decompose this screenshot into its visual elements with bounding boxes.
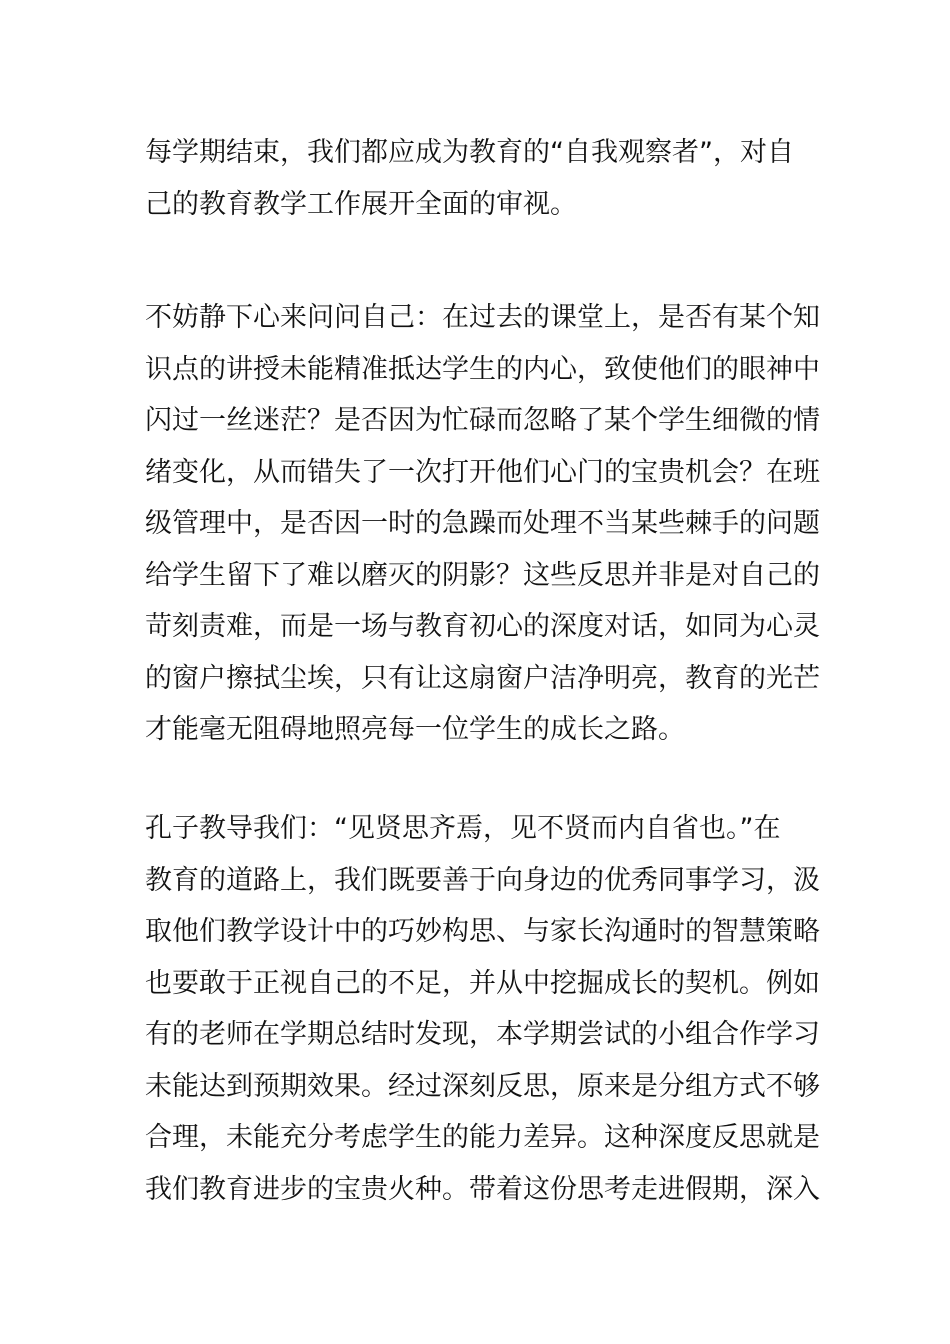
text-line: 未能达到预期效果。经过深刻反思，原来是分组方式不够 xyxy=(145,1070,820,1102)
text-line: 级管理中，是否因一时的急躁而处理不当某些棘手的问题 xyxy=(145,508,820,539)
text-line: 苛刻责难，而是一场与教育初心的深度对话，如同为心灵 xyxy=(145,611,820,642)
text-line: 合理，未能充分考虑学生的能力差异。这种深度反思就是 xyxy=(145,1122,820,1153)
text-line: 我们教育进步的宝贵火种。带着这份思考走进假期，深入 xyxy=(145,1173,820,1205)
text-line: 有的老师在学期总结时发现，本学期尝试的小组合作学习 xyxy=(145,1019,820,1050)
text-line: 绪变化，从而错失了一次打开他们心门的宝贵机会？在班 xyxy=(145,456,820,488)
text-line: 才能毫无阻碍地照亮每一位学生的成长之路。 xyxy=(145,714,685,745)
text-line: 也要敢于正视自己的不足，并从中挖掘成长的契机。例如 xyxy=(145,967,820,999)
text-line: 教育的道路上，我们既要善于向身边的优秀同事学习，汲 xyxy=(145,864,820,896)
text-line: 识点的讲授未能精准抵达学生的内心，致使他们的眼神中 xyxy=(145,353,820,385)
text-line: 取他们教学设计中的巧妙构思、与家长沟通时的智慧策略 xyxy=(145,916,820,947)
text-line: 己的教育教学工作展开全面的审视。 xyxy=(145,188,577,220)
text-line: 给学生留下了难以磨灭的阴影？这些反思并非是对自己的 xyxy=(145,559,820,591)
text-line: 的窗户擦拭尘埃，只有让这扇窗户洁净明亮，教育的光芒 xyxy=(145,662,820,694)
paragraph-intro xyxy=(145,127,795,230)
paragraph-confucius-quote xyxy=(145,803,820,1215)
text-line: 闪过一丝迷茫？是否因为忙碌而忽略了某个学生细微的情 xyxy=(145,405,820,436)
paragraph-reflection-questions xyxy=(145,292,820,756)
text-line: 孔子教导我们：“见贤思齐焉，见不贤而内自省也。”在 xyxy=(145,813,781,844)
text-line: 每学期结束，我们都应成为教育的“自我观察者”，对自 xyxy=(145,137,794,168)
text-line: 不妨静下心来问问自己：在过去的课堂上，是否有某个知 xyxy=(145,302,820,333)
